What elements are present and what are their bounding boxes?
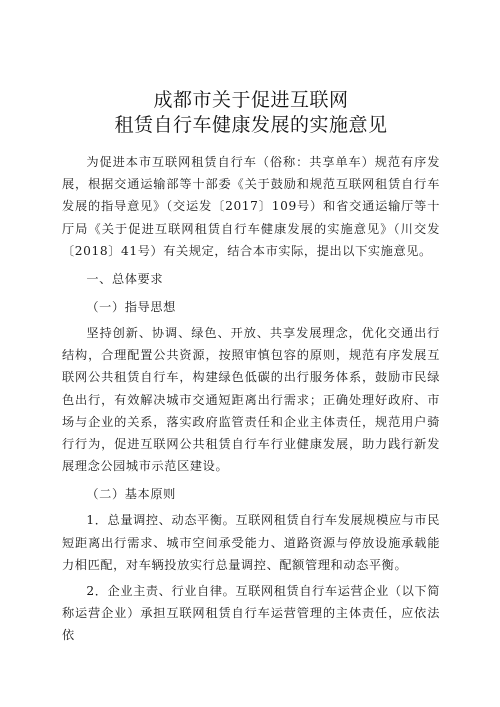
- principle-item-1: 1．总量调控、动态平衡。互联网租赁自行车发展规模应与市民短距离出行需求、城市空间承受能力、道路资源与停放设施承载能力相匹配，对车辆投放实行总量调控、配额管理和动态平衡。: [62, 513, 441, 572]
- guiding-ideology-paragraph: 坚持创新、协调、绿色、开放、共享发展理念，优化交通出行结构，合理配置公共资源，按照审慎包容的原则，规范有序发展互联网公共租赁自行车，构建绿色低碳的出行服务体系，鼓励市民绿色出行，有效解决城市交通短距离出行需求；正确处理好政府、市场与企业的关系，落实政府监管责任和企业主体责任，规范用户骑行行为，促进互联网公共租赁自行车行业健康发展，助力践行新发展理念公园城市示范区建设。: [62, 326, 440, 474]
- section-heading-overall-requirements: 一、总体要求: [86, 272, 164, 287]
- document-title: [62, 88, 440, 138]
- subheading-basic-principles: （二）基本原则: [86, 487, 176, 502]
- title-line-2: 租赁自行车健康发展的实施意见: [114, 114, 388, 136]
- subheading-guiding-ideology: （一）指导思想: [86, 300, 176, 315]
- intro-paragraph: 为促进本市互联网租赁自行车（俗称：共享单车）规范有序发展，根据交通运输部等十部委《关于鼓励和规范互联网租赁自行车发展的指导意见》（交运发〔2017〕109号）和省交通运输厅等十厅局《关于促进互联网租赁自行车健康发展的实施意见》（川交发〔2018〕41号）有关规定，结合本市实际，提出以下实施意见。: [62, 155, 440, 258]
- principle-item-2: 2．企业主责、行业自律。互联网租赁自行车运营企业（以下简称运营企业）承担互联网租赁自行车运营管理的主体责任，应依法依: [62, 584, 441, 643]
- title-line-1: 成都市关于促进互联网: [153, 89, 349, 111]
